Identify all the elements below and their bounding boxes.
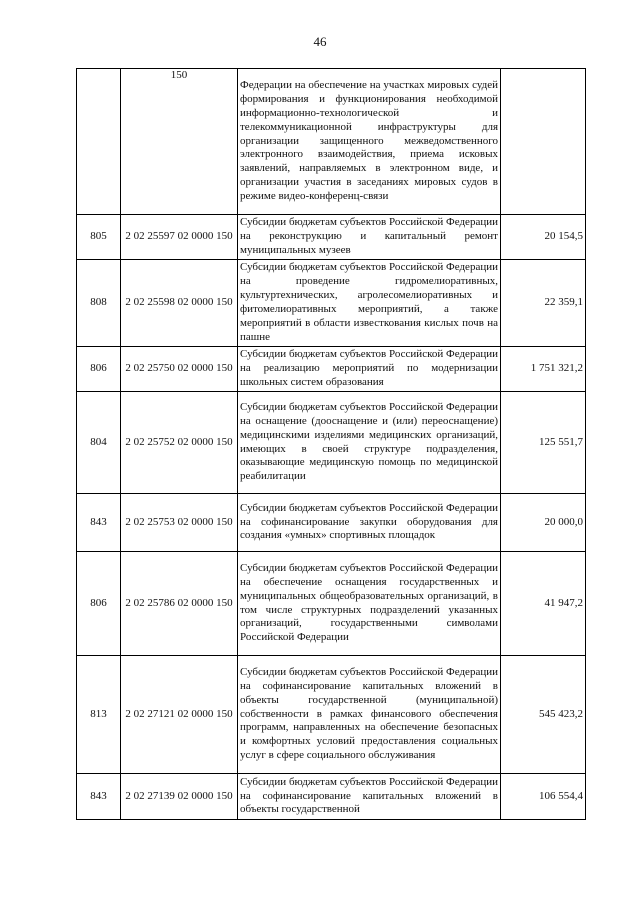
amount-cell: 545 423,2	[501, 656, 586, 774]
budget-code-cell: 2 02 25786 02 0000 150	[121, 552, 238, 656]
description-cell: Субсидии бюджетам субъектов Российской Федерации на реконструкцию и капитальный ремонт муниципальных музеев	[238, 215, 501, 260]
amount-cell: 106 554,4	[501, 774, 586, 820]
table-row	[77, 69, 586, 215]
amount-cell: 125 551,7	[501, 392, 586, 494]
table-row	[77, 392, 586, 494]
table-row	[77, 347, 586, 392]
budget-code-cell: 2 02 25597 02 0000 150	[121, 215, 238, 260]
budget-code-cell: 2 02 25598 02 0000 150	[121, 260, 238, 347]
budget-code-cell: 2 02 25753 02 0000 150	[121, 494, 238, 552]
description-cell: Субсидии бюджетам субъектов Российской Федерации на реализацию мероприятий по модернизации школьных систем образования	[238, 347, 501, 392]
table-row	[77, 215, 586, 260]
admin-code-cell	[77, 69, 121, 215]
amount-cell: 1 751 321,2	[501, 347, 586, 392]
table-row	[77, 656, 586, 774]
page-number: 46	[313, 34, 327, 49]
budget-code-cell: 2 02 25750 02 0000 150	[121, 347, 238, 392]
table-row	[77, 494, 586, 552]
description-cell: Субсидии бюджетам субъектов Российской Федерации на проведение гидромелиоративных, культуртехнических, агролесомелиоративных и фитомелиоративных мероприятий, а также мероприятий в области известкования кислых почв на пашне	[238, 260, 501, 347]
admin-code-cell: 804	[77, 392, 121, 494]
admin-code-cell: 806	[77, 347, 121, 392]
admin-code-cell: 813	[77, 656, 121, 774]
admin-code-cell: 805	[77, 215, 121, 260]
amount-cell: 22 359,1	[501, 260, 586, 347]
admin-code-cell: 806	[77, 552, 121, 656]
table-row	[77, 260, 586, 347]
description-cell: Федерации на обеспечение на участках мировых судей формирования и функционирования необходимой информационно-технологической и телекоммуникационной инфраструктуры для организации защищенного межведомственного электронного взаимодействия, приема исковых заявлений, направляемых в электронном виде, и организации участия в заседаниях мировых судов в режиме видео-конференц-связи	[238, 69, 501, 215]
budget-code-cell: 2 02 27139 02 0000 150	[121, 774, 238, 820]
budget-table	[76, 68, 586, 820]
description-cell: Субсидии бюджетам субъектов Российской Федерации на обеспечение оснащения государственных и муниципальных общеобразовательных организаций, в том числе структурных подразделений указанных организаций, государственными символами Российской Федерации	[238, 552, 501, 656]
table-row	[77, 774, 586, 820]
description-cell: Субсидии бюджетам субъектов Российской Федерации на софинансирование капитальных вложений в объекты государственной	[238, 774, 501, 820]
budget-code-cell: 2 02 27121 02 0000 150	[121, 656, 238, 774]
amount-cell: 41 947,2	[501, 552, 586, 656]
budget-code-cell: 2 02 25752 02 0000 150	[121, 392, 238, 494]
admin-code-cell: 808	[77, 260, 121, 347]
amount-cell	[501, 69, 586, 215]
admin-code-cell: 843	[77, 774, 121, 820]
description-cell: Субсидии бюджетам субъектов Российской Федерации на софинансирование капитальных вложений в объекты государственной (муниципальной) собственности в рамках финансового обеспечения программ, направленных на обеспечение безопасных и комфортных условий предоставления социальных услуг в сфере социального обслуживания	[238, 656, 501, 774]
amount-cell: 20 000,0	[501, 494, 586, 552]
table-row	[77, 552, 586, 656]
description-cell: Субсидии бюджетам субъектов Российской Федерации на софинансирование закупки оборудования для создания «умных» спортивных площадок	[238, 494, 501, 552]
amount-cell: 20 154,5	[501, 215, 586, 260]
admin-code-cell: 843	[77, 494, 121, 552]
description-cell: Субсидии бюджетам субъектов Российской Федерации на оснащение (дооснащение и (или) переоснащение) медицинскими изделиями медицинских организаций, имеющих в своей структуре подразделения, оказывающие медицинскую помощь по медицинской реабилитации	[238, 392, 501, 494]
budget-code-cell: 150	[121, 69, 238, 215]
